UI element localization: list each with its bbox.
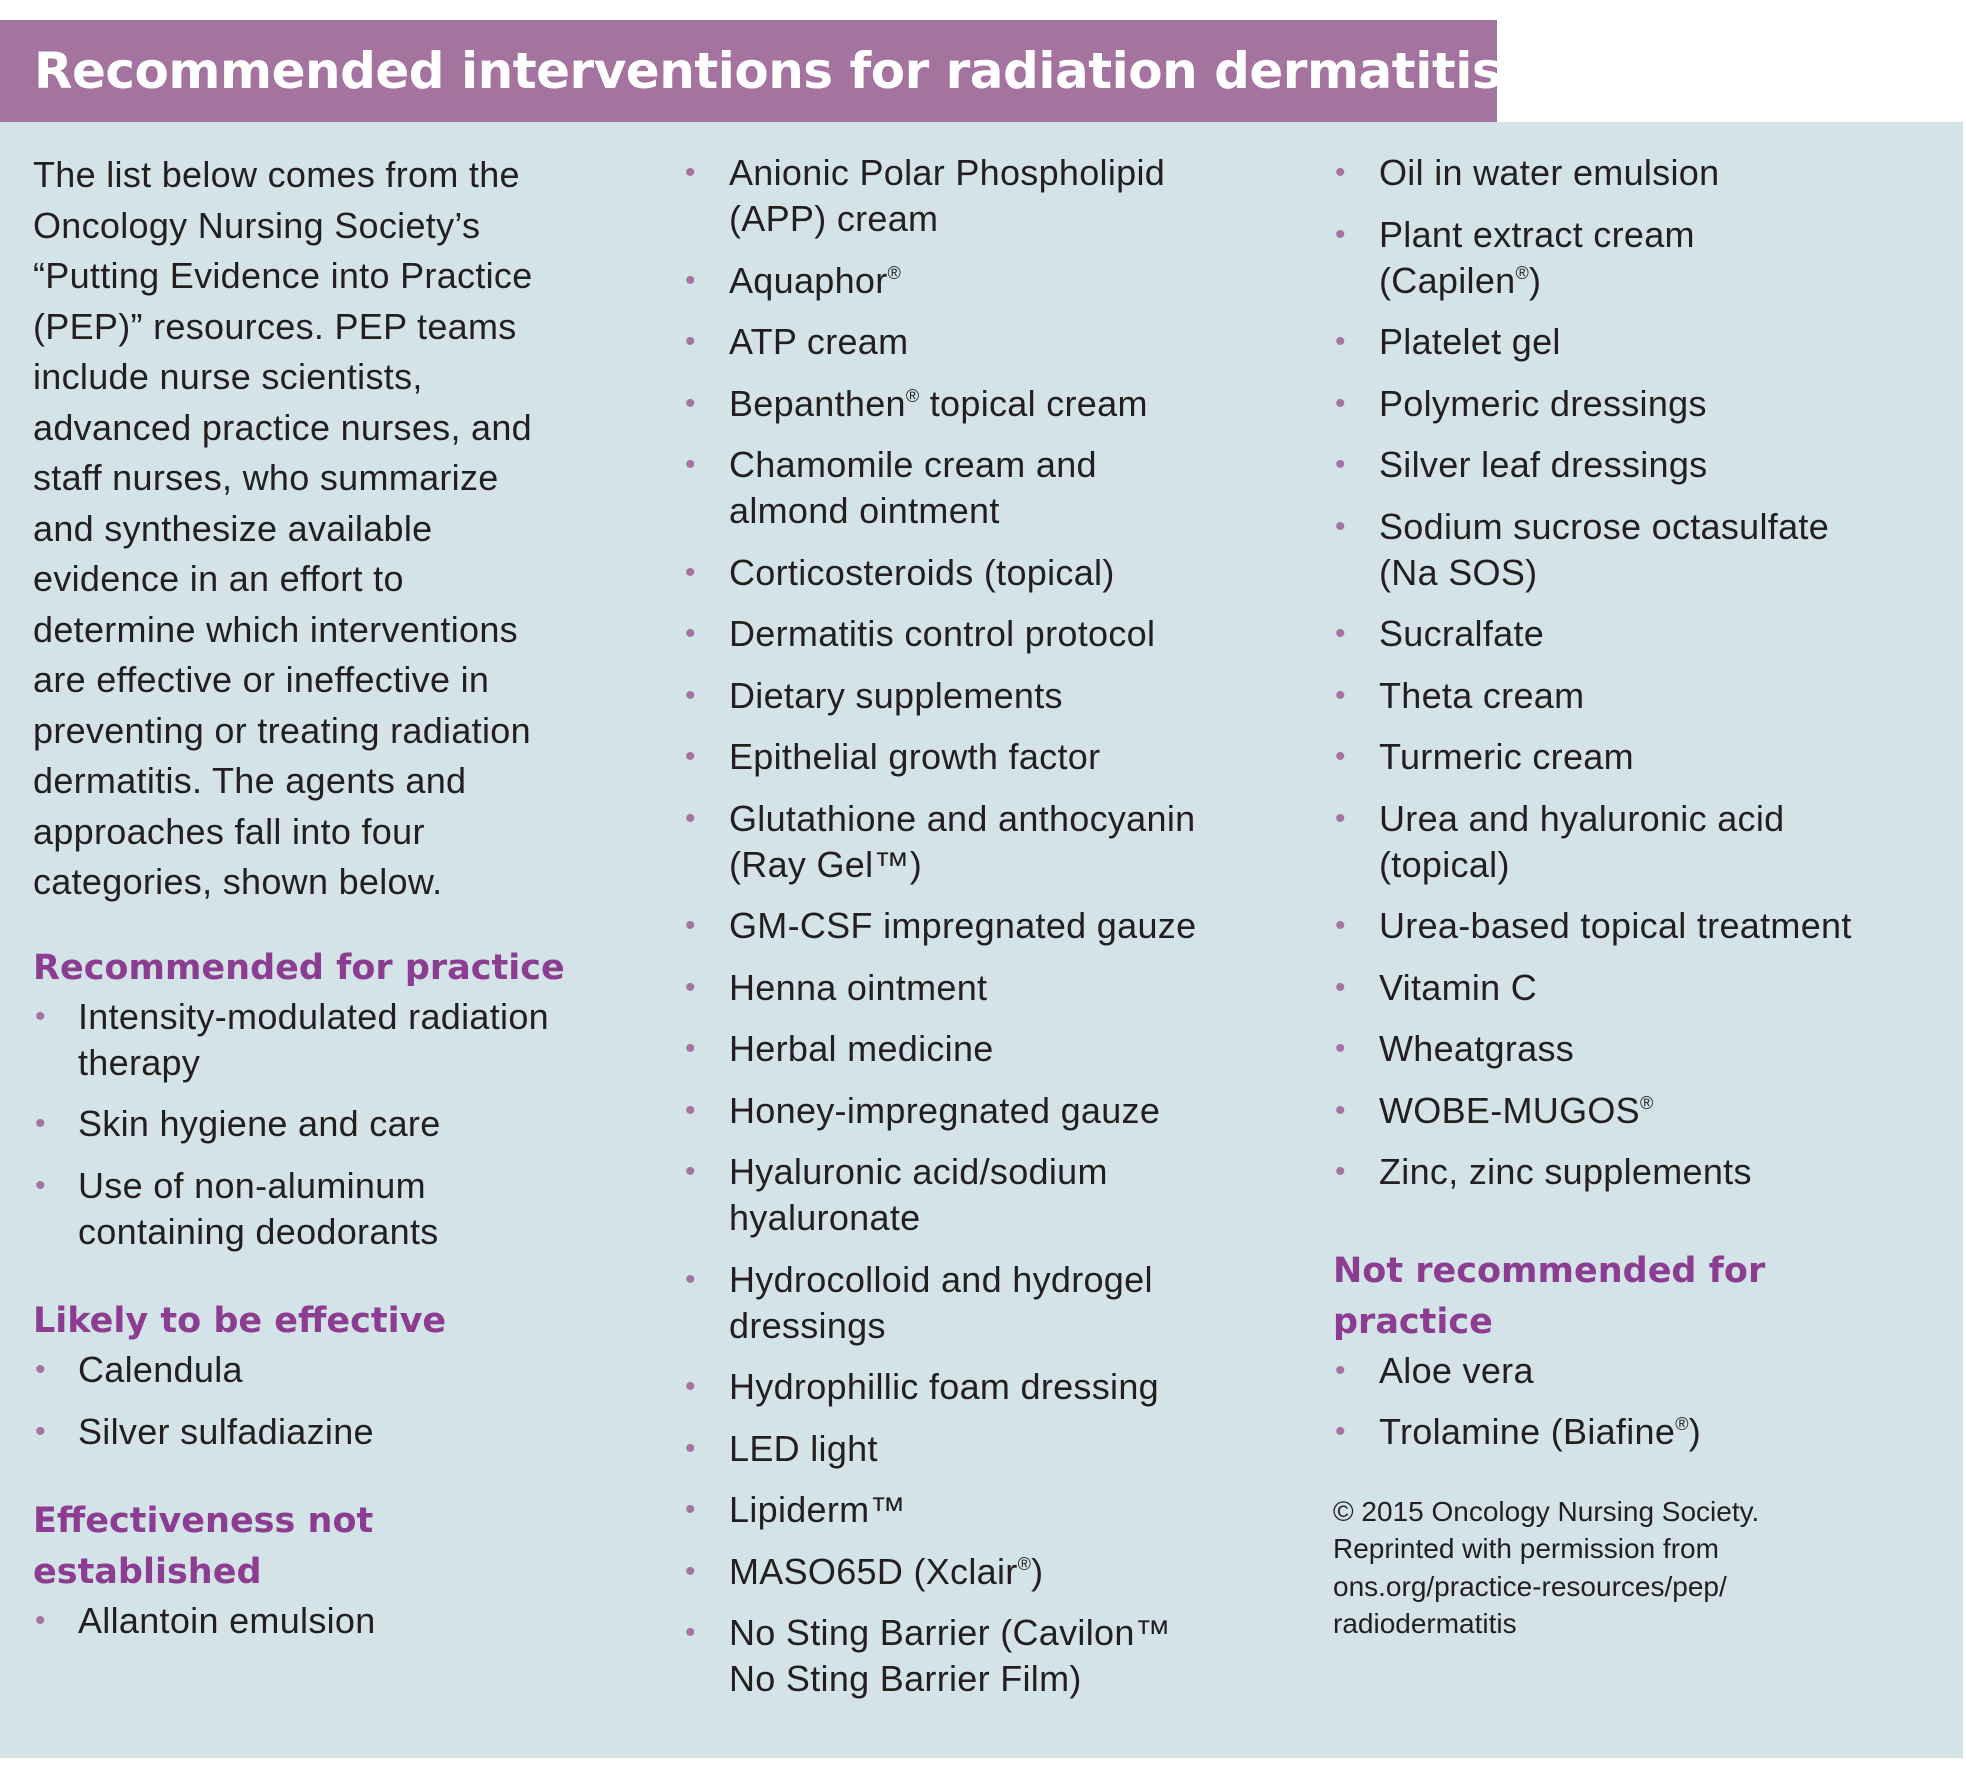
bullet-icon: • [685,617,696,650]
list-item-text: therapy [78,1041,201,1083]
text-line: preventing or treating radiation [33,709,531,751]
text-line: advanced practice nurses, and [33,406,533,448]
text-line: The list below comes from the [33,154,520,195]
list-likely-effective [33,1347,633,1455]
list-item-text: Herbal medicine [729,1028,994,1069]
bullet-icon: • [35,1414,46,1448]
bullet-icon: • [685,386,696,420]
list-item [683,550,1303,596]
column-3 [1333,150,1953,1643]
list-item [1333,1409,1953,1455]
list-item [1333,212,1953,304]
list-item [1333,965,1953,1011]
text-line: © 2015 Oncology Nursing Society. [1333,1495,1760,1527]
bullet-icon: • [35,999,46,1033]
list-item [33,1163,633,1255]
list-item [33,1347,633,1393]
text-line: practice [1333,1301,1493,1342]
list-item-text: (Capilen®) [1379,259,1542,301]
bullet-icon: • [685,448,696,481]
list-item-text: Polymeric dressings [1379,382,1707,424]
list-item [683,796,1303,888]
list-item-text: Bepanthen® topical cream [729,382,1148,424]
intro-paragraph [33,150,633,908]
bullet-icon: • [685,1093,696,1127]
list-item [683,1549,1303,1595]
list-item-text: Vitamin C [1379,966,1538,1008]
list-item-text: Trolamine (Biafine®) [1379,1411,1702,1452]
list-item [33,1598,633,1644]
bullet-icon: • [1335,801,1346,835]
list-item-text: Epithelial growth factor [729,736,1101,777]
bullet-icon: • [685,1431,696,1465]
text-line: evidence in an effort to [33,558,404,599]
list-item-text: LED light [729,1427,878,1469]
list-item [1333,1088,1953,1134]
list-item-text: WOBE-MUGOS® [1379,1089,1654,1131]
bullet-icon: • [685,1370,696,1403]
title-bar [0,20,1502,122]
list-item [1333,504,1953,596]
list-item-text: Intensity-modulated radiation [78,995,549,1037]
bullet-icon: • [685,1493,696,1526]
list-item-text: Platelet gel [1379,321,1561,362]
list-recommended [33,994,633,1255]
list-item [33,1409,633,1455]
list-item-text: No Sting Barrier (Cavilon™ [729,1612,1171,1653]
heading-recommended: Recommended for practice [33,947,565,988]
list-item [683,319,1303,365]
list-item [1333,1026,1953,1072]
list-item [683,442,1303,534]
bullet-icon: • [685,263,696,297]
bullet-icon: • [1335,325,1346,358]
list-item [683,1426,1303,1472]
list-item-text: Dietary supplements [729,674,1063,716]
list-item-text: Use of non-aluminum [78,1164,426,1206]
list-item-text: Hydrocolloid and hydrogel [729,1258,1153,1300]
list-item-text: ATP cream [729,321,909,362]
copyright-notice [1333,1493,1953,1643]
list-item [33,1101,633,1147]
list-item [1333,796,1953,888]
list-item-text: Wheatgrass [1379,1028,1575,1069]
list-not-recommended [1333,1348,1953,1456]
heading-not-recommended [1333,1246,1953,1348]
text-line: include nurse scientists, [33,356,423,397]
content-panel [0,122,1963,1758]
list-item-text: Oil in water emulsion [1379,152,1720,193]
list-item-text: Skin hygiene and care [78,1103,441,1144]
bullet-icon: • [685,740,696,773]
bullet-icon: • [1335,909,1346,942]
list-item-text: Hyaluronic acid/sodium [729,1151,1108,1192]
list-item [1333,611,1953,657]
list-item [1333,1348,1953,1394]
list-item [683,611,1303,657]
list-item-text: Corticosteroids (topical) [729,551,1115,593]
list-item-text: MASO65D (Xclair®) [729,1550,1044,1592]
bullet-icon: • [1335,386,1346,420]
bullet-icon: • [685,970,696,1004]
bullet-icon: • [1335,1093,1346,1127]
bullet-icon: • [685,1155,696,1188]
list-item [683,673,1303,719]
text-line: determine which interventions [33,608,518,650]
list-item-text: Dermatitis control protocol [729,613,1156,654]
text-line: ons.org/practice-resources/pep/ [1333,1570,1727,1602]
list-not-established-col2 [683,150,1303,1702]
bullet-icon: • [685,678,696,712]
list-item-text: dressings [729,1304,886,1346]
text-line: radiodermatitis [1333,1608,1517,1639]
list-item [683,1487,1303,1533]
list-item-text: Anionic Polar Phospholipid [729,152,1166,193]
list-item-text: (Ray Gel™) [729,843,923,885]
list-item [683,734,1303,780]
text-line: established [33,1552,262,1592]
bullet-icon: • [1335,217,1346,251]
bullet-icon: • [1335,1415,1346,1448]
text-line: approaches fall into four [33,810,425,852]
list-item [1333,673,1953,719]
bullet-icon: • [35,1353,46,1386]
text-line: Effectiveness not [33,1501,374,1541]
list-item [1333,442,1953,488]
bullet-icon: • [35,1107,46,1140]
list-item [683,903,1303,949]
list-item-text: almond ointment [729,490,1000,531]
bullet-icon: • [685,1554,696,1588]
text-line: Not recommended for [1333,1250,1766,1291]
list-item [683,381,1303,427]
column-1 [33,150,633,1660]
list-item-text: Chamomile cream and [729,444,1097,485]
list-item-text: Hydrophillic foam dressing [729,1366,1159,1407]
list-item [1333,381,1953,427]
list-item-text: Plant extract cream [1379,213,1695,255]
list-item [683,1257,1303,1349]
bullet-icon: • [685,1616,696,1649]
list-item-text: Henna ointment [729,966,988,1008]
heading-not-established [33,1496,633,1598]
list-item-text: Theta cream [1379,674,1585,716]
bullet-icon: • [1335,970,1346,1004]
list-item-text: (APP) cream [729,198,939,239]
list-item [1333,734,1953,780]
list-item [683,965,1303,1011]
text-line: (PEP)” resources. PEP teams [33,305,517,347]
heading-likely-effective: Likely to be effective [33,1301,447,1341]
list-item [1333,1149,1953,1195]
list-item-text: (Na SOS) [1379,551,1538,593]
text-line: staff nurses, who summarize [33,457,499,498]
list-item-text: Calendula [78,1349,243,1390]
list-item [1333,319,1953,365]
list-item [683,258,1303,304]
list-item-text: Urea-based topical treatment [1379,905,1852,946]
list-item [683,150,1303,242]
list-not-established-col1 [33,1598,633,1644]
list-item-text: Honey-impregnated gauze [729,1089,1161,1131]
bullet-icon: • [1335,1032,1346,1065]
list-item [683,1364,1303,1410]
bullet-icon: • [685,801,696,835]
text-line: are effective or ineffective in [33,659,490,700]
list-item [683,1088,1303,1134]
text-line: categories, shown below. [33,861,443,902]
bullet-icon: • [685,1032,696,1065]
list-item-text: Silver sulfadiazine [78,1410,374,1452]
bullet-icon: • [1335,1155,1346,1188]
list-item-text: Lipiderm™ [729,1489,906,1530]
list-item-text: (topical) [1379,843,1510,885]
list-item-text: Glutathione and anthocyanin [729,797,1196,839]
list-item-text: Aloe vera [1379,1349,1534,1391]
bullet-icon: • [1335,509,1346,543]
list-item [683,1026,1303,1072]
list-item-text: Urea and hyaluronic acid [1379,797,1785,839]
list-item-text: No Sting Barrier Film) [729,1658,1082,1699]
bullet-icon: • [685,325,696,358]
text-line: Reprinted with permission from [1333,1533,1719,1564]
bullet-icon: • [685,555,696,589]
bullet-icon: • [685,1262,696,1296]
bullet-icon: • [1335,156,1346,189]
text-line: and synthesize available [33,507,433,549]
text-line: dermatitis. The agents and [33,760,467,801]
list-item-text: hyaluronate [729,1197,921,1238]
list-item-text: GM-CSF impregnated gauze [729,905,1197,946]
list-item [1333,903,1953,949]
list-item-text: Sucralfate [1379,613,1545,654]
list-item-text: Allantoin emulsion [78,1600,376,1641]
list-item-text: Aquaphor® [729,259,902,301]
list-item-text: Sodium sucrose octasulfate [1379,505,1830,547]
bullet-icon: • [685,156,696,189]
bullet-icon: • [35,1168,46,1202]
list-item [1333,150,1953,196]
bullet-icon: • [1335,617,1346,650]
bullet-icon: • [35,1604,46,1637]
bullet-icon: • [1335,1353,1346,1387]
list-item [683,1149,1303,1241]
column-2 [683,150,1303,1718]
list-item [683,1610,1303,1702]
bullet-icon: • [1335,678,1346,712]
list-item-text: Silver leaf dressings [1379,444,1708,485]
text-line: Oncology Nursing Society’s [33,204,481,246]
bullet-icon: • [1335,448,1346,481]
page-title: Recommended interventions for radiation dermatitis [34,42,1502,100]
bullet-icon: • [685,909,696,942]
text-line: “Putting Evidence into Practice [33,255,533,296]
list-not-established-col3 [1333,150,1953,1195]
list-item-text: containing deodorants [78,1210,439,1252]
list-item [33,994,633,1086]
list-item-text: Zinc, zinc supplements [1379,1151,1752,1192]
bullet-icon: • [1335,740,1346,773]
list-item-text: Turmeric cream [1379,736,1634,777]
